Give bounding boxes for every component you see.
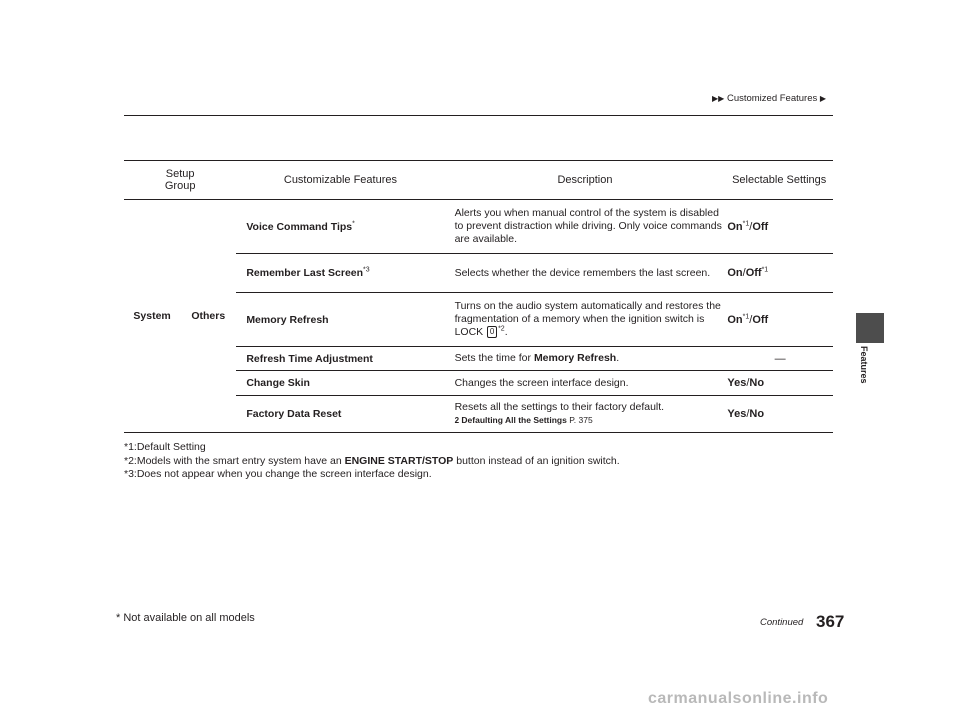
feature-name: Factory Data Reset [236,396,444,433]
breadcrumb-arrow-icon: ▶▶ [712,94,725,103]
availability-note: * Not available on all models [116,612,255,624]
table-row [124,200,833,254]
setting-option: On [727,313,743,326]
header-description: Description [445,161,726,200]
setting-option: Off [745,267,762,279]
description-emphasis: Memory Refresh [533,352,617,364]
setting-option: Yes [727,408,747,420]
breadcrumb[interactable] [712,93,826,104]
breadcrumb-label: Customized Features [726,93,818,104]
feature-footnote-mark: *3 [363,266,370,274]
setting-separator: / [746,408,750,420]
description-text: Turns on the audio system automatically and restores the fragmentation of a memory when the ignition switch is LOCK [454,300,721,338]
setting-footnote-mark: *1 [742,219,750,227]
footnote: *1:Default Setting [124,441,206,453]
feature-setting [725,396,833,433]
description-footnote-mark: *2 [498,325,505,333]
feature-label: Voice Command Tips [246,220,353,233]
setting-option: Off [752,220,769,233]
feature-description [445,293,726,347]
footnote [124,455,620,469]
footnotes [124,441,620,482]
feature-description [445,396,726,433]
setting-option: On [727,220,743,233]
description-text: Sets the time for [454,352,534,364]
description-text: Resets all the settings to their factory default. [454,401,665,413]
feature-description: Changes the screen interface design. [445,371,726,396]
setting-option: No [749,377,765,389]
continued-label: Continued [760,617,804,628]
setting-separator: / [749,313,753,326]
group-others: Others [180,200,236,433]
feature-setting [725,293,833,347]
feature-name: Memory Refresh [236,293,444,347]
feature-description: Selects whether the device remembers the last screen. [445,254,726,293]
footnote-text: button instead of an ignition switch. [453,454,620,467]
cross-reference-icon: 2 [454,416,460,425]
header-divider [124,115,833,116]
setting-separator: / [749,220,753,233]
feature-name: Refresh Time Adjustment [236,347,444,371]
cross-reference-title: Defaulting All the Settings [461,415,567,425]
description-period: . [616,352,620,364]
table-header-row [124,161,833,200]
header-setup-group: Setup Group [124,161,236,200]
setting-footnote-mark: *1 [742,312,750,320]
feature-setting [725,200,833,254]
section-tab-text: Features [859,346,869,384]
setting-option: Off [752,313,769,326]
feature-description: Alerts you when manual control of the system is disabled to prevent distraction while driving. Only voice commands are available. [445,200,726,254]
feature-setting [725,254,833,293]
watermark: carmanualsonline.info [648,690,829,707]
customizable-features-table [124,160,833,433]
lock-key-icon: 0 [487,326,497,338]
group-system: System [124,200,180,433]
header-customizable-features: Customizable Features [236,161,444,200]
footnote-text: *2:Models with the smart entry system have an [124,454,345,467]
setting-separator: / [746,377,750,389]
feature-description [445,347,726,371]
setting-option: On [727,267,743,279]
description-period: . [504,326,508,338]
feature-name [236,200,444,254]
section-tab-label [857,346,871,416]
footnote-emphasis: ENGINE START/STOP [344,454,454,467]
setting-footnote-mark: *1 [761,266,769,274]
feature-footnote-mark: * [352,220,355,227]
setting-option: No [749,408,765,420]
cross-reference-page: P. 375 [569,415,593,425]
breadcrumb-arrow-icon: ▶ [819,94,827,103]
header-selectable-settings: Selectable Settings [725,161,833,200]
section-tab-marker[interactable] [856,313,884,343]
cross-reference-link[interactable] [455,414,726,427]
setting-separator: / [742,267,746,279]
feature-setting: — [725,347,833,371]
setting-option: Yes [727,377,747,389]
feature-name: Change Skin [236,371,444,396]
feature-setting [725,371,833,396]
page-number: 367 [816,612,845,631]
footnote: *3:Does not appear when you change the screen interface design. [124,468,432,480]
feature-label: Remember Last Screen [246,267,364,279]
feature-name [236,254,444,293]
